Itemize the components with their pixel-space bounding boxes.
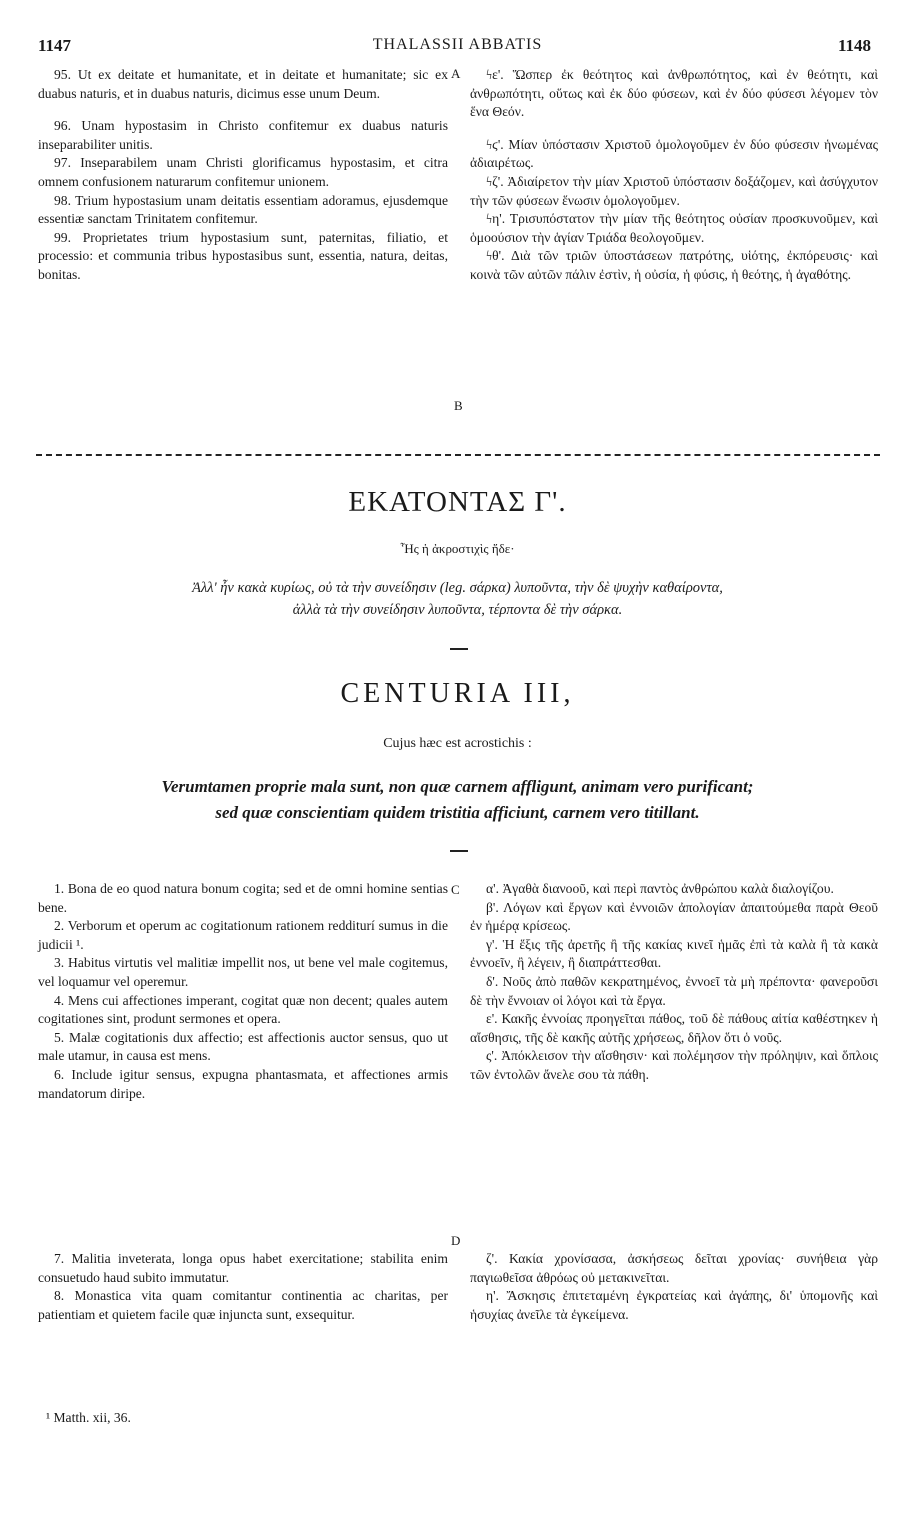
running-title: THALASSII ABBATIS [372,36,543,53]
latin-paragraph-6: 6. Include igitur sensus, expugna phantasmata, et affectiones armis mandatorum diripe. [38,1066,448,1101]
greek-acrostic-line-2: ἀλλὰ τὰ τὴν συνείδησιν λυποῦντα, τέρποντα δὲ τὴν σάρκα. [292,602,623,618]
greek-paragraph-4: δ'. Νοῦς ἀπὸ παθῶν κεκρατημένος, ἐννοεῖ τὰ μὴ πρέποντα· φανεροῦσι δὲ τὴν ἔννοιαν οἱ λόγοι καὶ τὰ ἔργα. [470,973,878,1008]
latin-paragraph-1: 1. Bona de eo quod natura bonum cogita; sed et de omni homine sentias bene. [38,881,448,915]
latin-paragraph-8: 8. Monastica vita quam comitantur continentia ac charitas, per patientiam et quietem facile quæ injuncta sunt, exsequitur. [38,1288,448,1322]
short-rule [450,648,468,650]
latin-paragraph-4: 4. Mens cui affectiones imperant, cogitat quæ non decent; quales autem cogitationes sint, produnt sermones et opera. [38,992,448,1027]
latin-column-top [38,66,448,285]
margin-marker-a: A [451,66,461,81]
greek-column-bottom [470,880,878,1085]
greek-acrostic-intro: Ἧς ἡ ἀκροστιχὶς ἥδε· [400,541,515,556]
latin-column-bottom [38,880,448,1103]
latin-heading: CENTURIA III, [340,678,575,709]
latin-column-bottom-continued [38,1250,448,1324]
latin-paragraph-3: 3. Habitus virtutis vel malitiæ impellit nos, ut bene vel male cogitemus, vel loquamur vel operemur. [38,955,448,989]
greek-paragraph-3: γ'. Ἡ ἕξις τῆς ἀρετῆς ἢ τῆς κακίας κινεῖ ἡμᾶς ἐπὶ τὰ καλὰ ἢ τὰ κακὰ ἐννοεῖν, ἢ λέγειν, ἢ διαπράττεσθαι. [470,936,878,971]
right-column-number: 1148 [838,36,872,55]
greek-paragraph-98: ϟη'. Τρισυπόστατον τὴν μίαν τῆς θεότητος οὐσίαν προσκυνοῦμεν, καὶ ὁμοούσιον τὴν ἁγίαν Τριάδα θεολογοῦμεν. [470,211,878,245]
greek-paragraph-5: ε'. Κακῆς ἐννοίας προηγεῖται πάθος, τοῦ δὲ πάθους αἰτία καθέστηκεν ἡ αἴσθησις, τῆς δὲ κακῆς αὐτῆς χρήσεως, δῆλον ὅτι ὁ νοῦς. [470,1011,878,1045]
greek-paragraph-96: ϟϛ'. Μίαν ὑπόστασιν Χριστοῦ ὁμολογοῦμεν ἐν δύο φύσεσιν ἡνωμένας ἀδιαιρέτως. [470,136,878,171]
latin-acrostic-line-2: sed quæ conscientiam quidem tristitia afficiunt, carnem vero titillant. [215,803,700,822]
latin-paragraph-98: 98. Trium hypostasium unam deitatis essentiam adoramus, ejusdemque essentiæ sanctam Trinitatem confitemur. [38,192,448,227]
latin-acrostic-line-1: Verumtamen proprie mala sunt, non quæ carnem affligunt, animam vero purificant; [161,777,754,796]
greek-paragraph-8: η'. Ἄσκησις ἐπιτεταμένη ἐγκρατείας καὶ ἀγάπης, δι' ὑπομονῆς καὶ ἡσυχίας ἀνεῖλε τὰ ἐγκείμενα. [470,1288,878,1322]
latin-acrostic-intro: Cujus hæc est acrostichis : [383,736,532,751]
short-rule [450,850,468,852]
left-column-number: 1147 [38,36,72,55]
greek-paragraph-99: ϟθ'. Διὰ τῶν τριῶν ὑποστάσεων πατρότης, υἱότης, ἐκπόρευσις· καὶ κοινὰ τῶν αὐτῶν πάλιν ἐστὶν, ἡ οὐσία, ἡ φύσις, ἡ θεότης, ἡ ἀγαθότης. [470,248,878,282]
latin-paragraph-97: 97. Inseparabilem unam Christi glorificamus hypostasim, et citra omnem confusionem naturarum confitemur unionem. [38,155,448,189]
greek-column-bottom-continued [470,1250,878,1324]
footnote: ¹ Matth. xii, 36. [46,1410,131,1425]
latin-paragraph-7: 7. Malitia inveterata, longa opus habet exercitatione; stabilita enim consuetudo haud subito immutatur. [38,1251,448,1285]
latin-paragraph-5: 5. Malæ cogitationis dux affectio; est affectionis auctor sensus, quo ut male utamur, in causa est mens. [38,1029,448,1064]
greek-paragraph-2: β'. Λόγων καὶ ἔργων καὶ ἐννοιῶν ἀπολογίαν ἀπαιτούμεθα παρὰ Θεοῦ ἐν ἡμέρᾳ κρίσεως. [470,899,878,934]
greek-paragraph-6: ς'. Ἀπόκλεισον τὴν αἴσθησιν· καὶ πολέμησον τὴν πρόληψιν, καὶ ὅπλοις τῶν ἐντολῶν ἄνελε σου τὰ πάθη. [470,1048,878,1082]
greek-column-top [470,66,878,285]
greek-paragraph-97: ϟζ'. Ἀδιαίρετον τὴν μίαν Χριστοῦ ὑπόστασιν δοξάζομεν, καὶ ἀσύγχυτον τὴν τῶν φύσεων ἕνωσιν ὁμολογοῦμεν. [470,173,878,208]
latin-paragraph-2: 2. Verborum et operum ac cogitationum rationem redditurí sumus in die judicii ¹. [38,918,448,952]
margin-marker-d: D [451,1233,461,1248]
latin-paragraph-99: 99. Proprietates trium hypostasium sunt, paternitas, filiatio, et processio: et communia tribus hypostasibus sunt, essentia, natura, deitas, bonitas. [38,229,448,282]
greek-paragraph-95: ϟε'. Ὥσπερ ἐκ θεότητος καὶ ἀνθρωπότητος, καὶ ἐν θεότητι, καὶ ἀνθρωπότητι, οὕτως καὶ ἐκ δύο φύσεων, καὶ ἐν δύο φύσεσι λέγομεν τὸν ἕνα Θεόν. [470,67,878,120]
greek-heading: ΕΚΑΤΟΝΤΑΣ Γ'. [348,486,567,518]
section-divider [36,454,880,456]
margin-marker-b: B [454,398,463,413]
greek-paragraph-1: α'. Ἀγαθὰ διανοοῦ, καὶ περὶ παντὸς ἀνθρώπου καλὰ διαλογίζου. [486,881,834,896]
latin-paragraph-95: 95. Ut ex deitate et humanitate, et in deitate et humanitate; sic ex duabus naturis, et in duabus naturis, dicimus esse unum Deum. [38,67,448,101]
greek-acrostic-line-1: Ἀλλ' ἦν κακὰ κυρίως, οὐ τὰ τὴν συνείδησιν (leg. σάρκα) λυποῦντα, τὴν δὲ ψυχὴν καθαίροντα, [192,580,723,596]
latin-paragraph-96: 96. Unam hypostasim in Christo confitemur ex duabus naturis inseparabiliter unitis. [38,118,448,152]
greek-paragraph-7: ζ'. Κακία χρονίσασα, ἀσκήσεως δεῖται χρονίας· συνήθεια γὰρ παγιωθεῖσα ἀθρόως οὐ μετακινεῖται. [470,1251,878,1285]
margin-marker-c: C [451,882,460,897]
